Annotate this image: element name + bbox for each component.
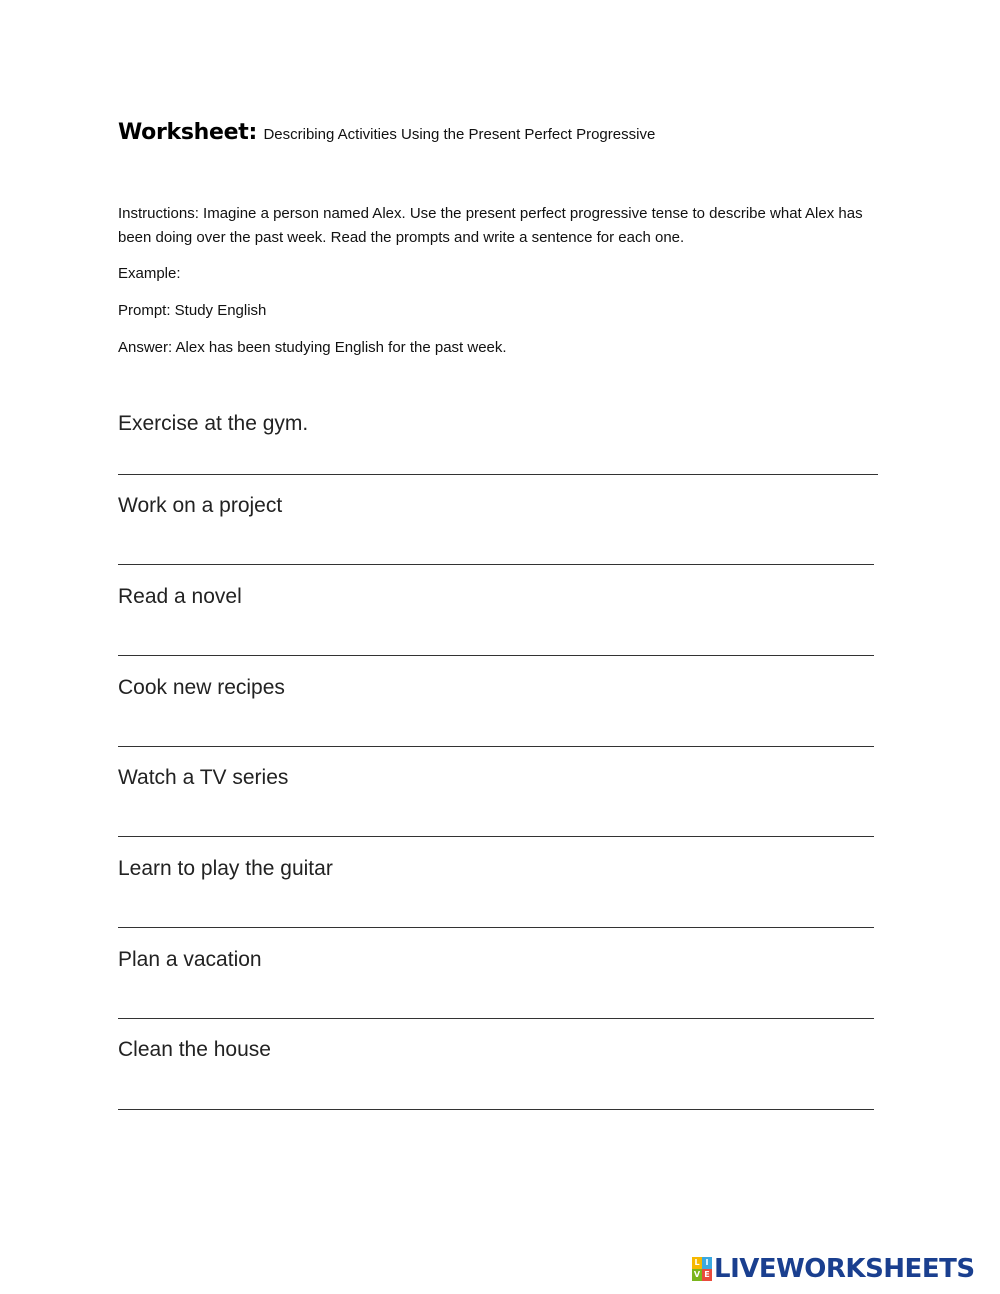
- question-2-answer-line[interactable]: [118, 564, 874, 565]
- question-7-prompt: Plan a vacation: [118, 948, 262, 971]
- title-subtitle: Describing Activities Using the Present Perfect Progressive: [263, 126, 656, 143]
- logo-icon-cell: E: [702, 1269, 712, 1281]
- example-prompt: Prompt: Study English: [118, 302, 267, 319]
- question-1-prompt: Exercise at the gym.: [118, 412, 309, 435]
- question-5-prompt: Watch a TV series: [118, 766, 289, 789]
- example-label: Example:: [118, 265, 181, 282]
- logo-icon-cell: I: [702, 1257, 712, 1269]
- logo-icon-cell: L: [692, 1257, 702, 1269]
- title-bold: Worksheet:: [118, 120, 257, 145]
- question-4-prompt: Cook new recipes: [118, 676, 285, 699]
- question-6-answer-line[interactable]: [118, 927, 874, 928]
- question-4-answer-line[interactable]: [118, 746, 874, 747]
- instructions-text: Instructions: Imagine a person named Alex. Use the present perfect progressive tense to describe what Alex has been doing over the past week. Read the prompts and write a sentence for each one.: [118, 205, 863, 246]
- question-5-answer-line[interactable]: [118, 836, 874, 837]
- example-answer: Answer: Alex has been studying English for the past week.: [118, 339, 507, 356]
- logo-text: LIVEWORKSHEETS: [714, 1254, 975, 1284]
- logo-icon: [692, 1257, 712, 1281]
- question-3-prompt: Read a novel: [118, 585, 242, 608]
- question-8-prompt: Clean the house: [118, 1038, 271, 1061]
- question-1-answer-line[interactable]: [118, 474, 878, 475]
- question-3-answer-line[interactable]: [118, 655, 874, 656]
- question-6-prompt: Learn to play the guitar: [118, 857, 333, 880]
- liveworksheets-logo: [692, 1254, 975, 1284]
- question-8-answer-line[interactable]: [118, 1109, 874, 1110]
- question-7-answer-line[interactable]: [118, 1018, 874, 1019]
- page-title: [118, 120, 655, 145]
- logo-icon-cell: V: [693, 1270, 701, 1279]
- question-2-prompt: Work on a project: [118, 494, 283, 517]
